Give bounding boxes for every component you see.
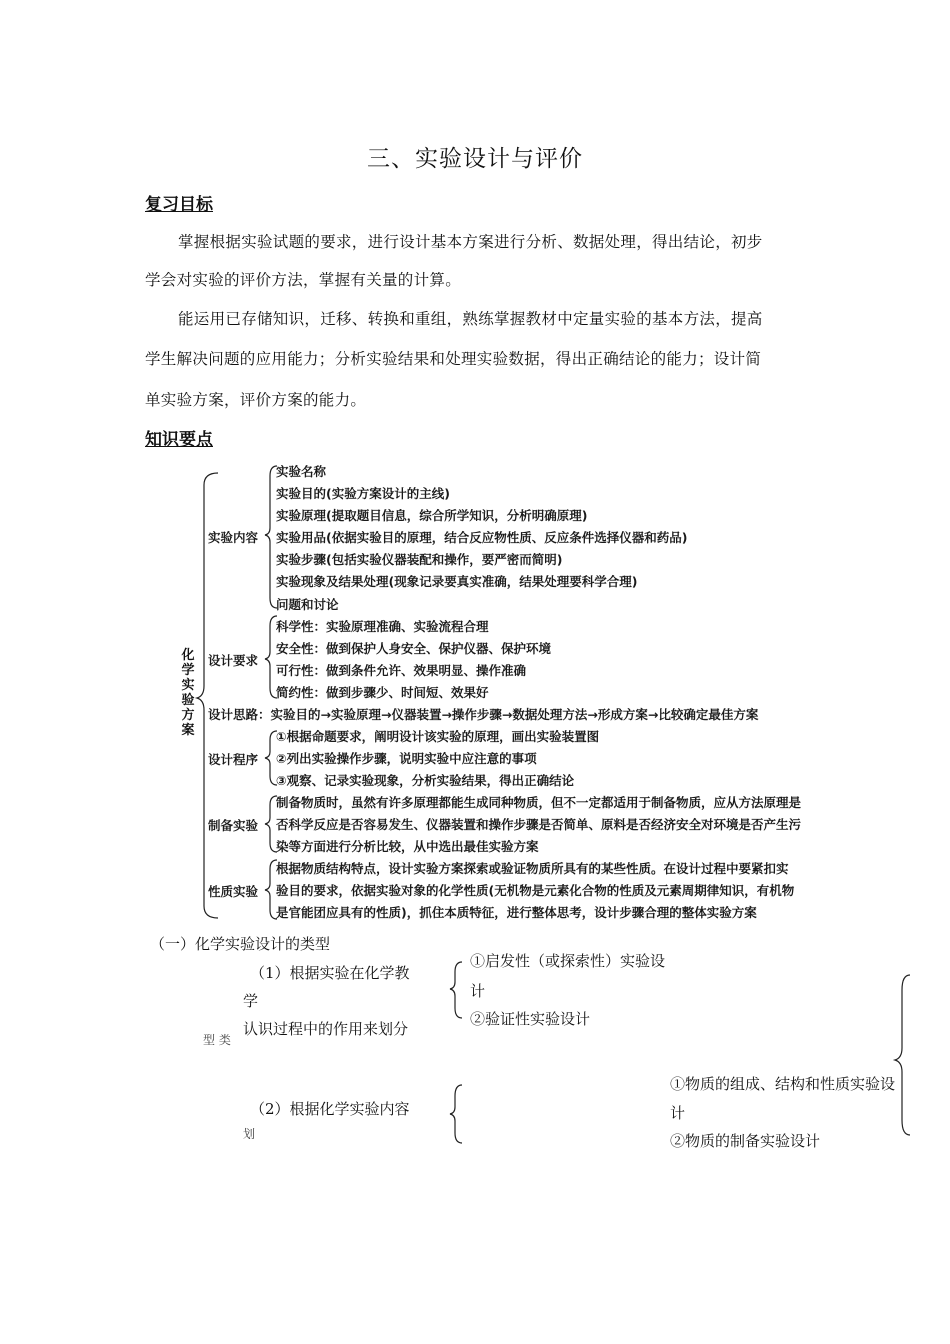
diagram-item: 是官能团应具有的性质)，抓住本质特征，进行整体思考，设计步骤合理的整体实验方案 [276,905,757,920]
paragraph-line: 单实验方案，评价方案的能力。 [145,391,367,409]
group1-line: （1）根据实验在化学教 [250,964,410,982]
diagram-item: ①根据命题要求，阐明设计该实验的原理，画出实验装置图 [276,729,600,744]
types-header: （一）化学实验设计的类型 [150,935,331,953]
category-label-content: 实验内容 [208,530,259,545]
diagram-item: ③观察、记录实验现象，分析实验结果，得出正确结论 [276,773,575,788]
group2-item: ①物质的组成、结构和性质实验设 [670,1075,896,1093]
diagram-item: 简约性：做到步骤少、时间短、效果好 [276,685,489,700]
diagram-item: 实验目的(实验方案设计的主线) [276,486,450,501]
section-heading-review-goals: 复习目标 [145,195,213,215]
group2-item: 计 [670,1104,686,1122]
category-label-preparation: 制备实验 [208,818,259,833]
group2-item: ②物质的制备实验设计 [670,1132,821,1150]
group1-item: 计 [470,982,486,1000]
diagram-item: 可行性：做到条件允许、效果明显、操作准确 [276,663,527,678]
group1-line: 学 [243,992,259,1010]
paragraph-line: 掌握根据实验试题的要求，进行设计基本方案进行分析、数据处理，得出结论，初步 [178,233,763,251]
page-title: 三、实验设计与评价 [367,146,583,172]
diagram-item: 根据物质结构特点，设计实验方案探索或验证物质所具有的某些性质。在设计过程中要紧扣实 [276,861,789,876]
diagram-item: 安全性：做到保护人身安全、保护仪器、保护环境 [276,641,552,656]
section-heading-key-points: 知识要点 [145,430,213,450]
diagram-root-label: 化学实验方案 [181,648,195,738]
diagram-item: 问题和讨论 [276,597,339,612]
paragraph-line: 学生解决问题的应用能力；分析实验结果和处理实验数据，得出正确结论的能力；设计简 [145,350,762,368]
category-label-requirements: 设计要求 [208,653,259,668]
diagram-item: 实验现象及结果处理(现象记录要真实准确，结果处理要科学合理) [276,574,638,589]
group2-line: 划 [243,1127,256,1141]
group1-item: ①启发性（或探索性）实验设 [470,952,666,970]
diagram-item: 科学性：实验原理准确、实验流程合理 [276,619,489,634]
diagram-item: 实验用品(依据实验目的原理，结合反应物性质、反应条件选择仪器和药品) [276,530,688,545]
diagram-item: 验目的要求，依据实验对象的化学性质(无机物是元素化合物的性质及元素周期律知识，有机物 [276,883,795,898]
diagram-item: 染等方面进行分析比较，从中选出最佳实验方案 [276,839,539,854]
diagram-item: 实验步骤(包括实验仪器装配和操作，要严密而简明) [276,552,563,567]
group1-item: ②验证性实验设计 [470,1010,591,1028]
diagram-item: ②列出实验操作步骤，说明实验中应注意的事项 [276,751,537,766]
paragraph-line: 能运用已存储知识，迁移、转换和重组，熟练掌握教材中定量实验的基本方法，提高 [178,310,763,328]
left-fragment: 型 类 [203,1033,231,1047]
category-label-procedure: 设计程序 [208,752,259,767]
diagram-item: 制备物质时，虽然有许多原理都能生成同种物质，但不一定都适用于制备物质，应从方法原理是 [276,795,802,810]
design-idea-line: 设计思路：实验目的→实验原理→仪器装置→操作步骤→数据处理方法→形成方案→比较确定最佳方案 [208,707,759,722]
category-label-property: 性质实验 [208,884,259,899]
group1-line: 认识过程中的作用来划分 [243,1020,409,1038]
diagram-item: 实验原理(提取题目信息，综合所学知识，分析明确原理) [276,508,588,523]
group2-line: （2）根据化学实验内容 [250,1100,410,1118]
diagram-item: 否科学反应是否容易发生、仪器装置和操作步骤是否简单、原料是否经济安全对环境是否产生污 [276,817,802,832]
diagram-item: 实验名称 [276,464,327,479]
paragraph-line: 学会对实验的评价方法，掌握有关量的计算。 [145,271,462,289]
